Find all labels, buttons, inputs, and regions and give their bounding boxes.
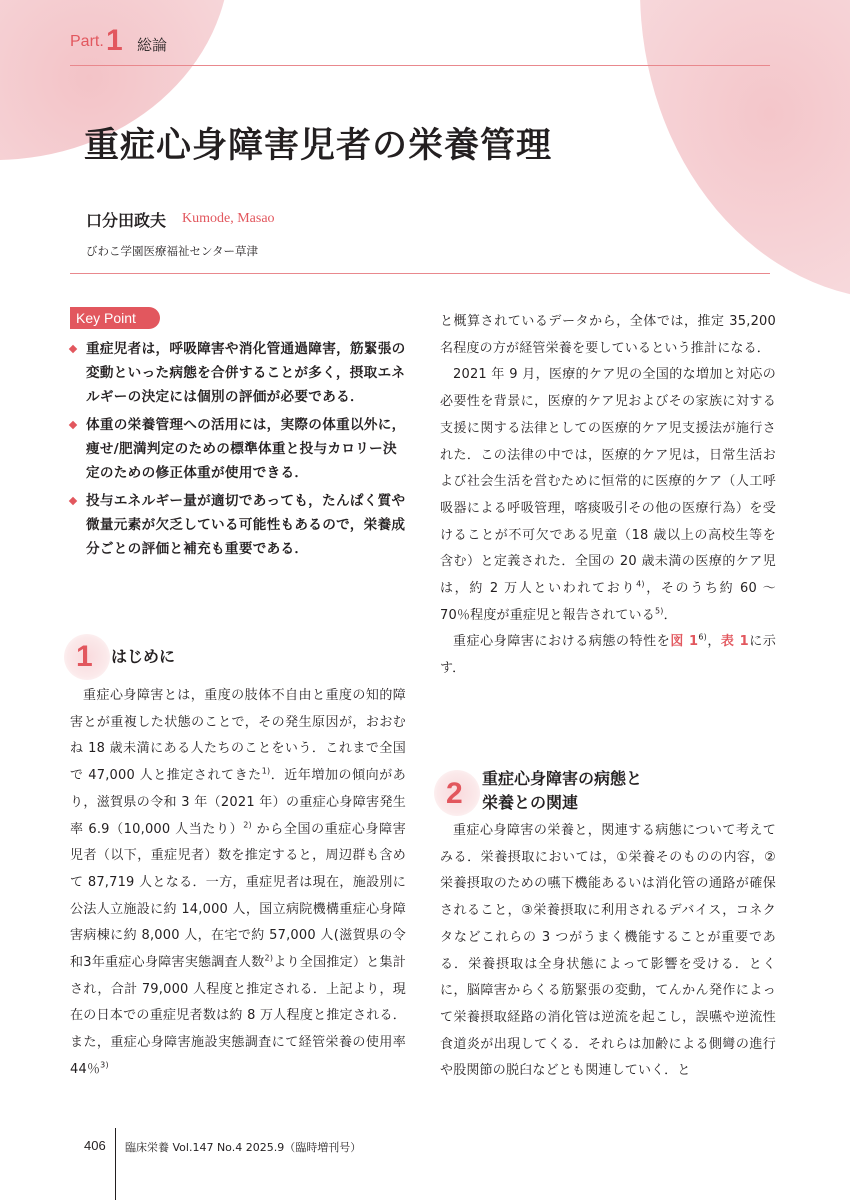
key-point-item: 重症児者は，呼吸障害や消化管通過障害，筋緊張の変動といった病態を合併することが多く，摂取エネルギーの決定には個別の評価が必要である． bbox=[70, 337, 406, 409]
section-number: 1 bbox=[76, 640, 93, 673]
author-name-roman: Kumode, Masao bbox=[182, 211, 275, 226]
paragraph: 2021 年 9 月，医療的ケア児の全国的な増加と対応の必要性を背景に，医療的ケア児およびその家族に対する支援に関する法律としての医療的ケア児支援法が施行された．この法律の中では，医療的ケア児は，日常生活および社会生活を営むために恒常的に医療的ケア（人工呼吸器による呼吸管理，喀痰吸引その他の医療行為）を受けることが不可欠である児童（18 歳以上の高校生等を含む）と定義された．全国の 20 歳未満の医療的ケア児は，約 2 万人といわれており$^{4)}$，そのうち約 60 ～ 70％程度が重症児と報告されている$^{5)}$． bbox=[440, 367, 776, 623]
citation: 2) bbox=[243, 820, 252, 830]
part-label: Part. bbox=[70, 33, 104, 50]
paragraph: 重症心身障害の栄養と，関連する病態について考えてみる．栄養摂取においては，①栄養そのものの内容，②栄養摂取のための嚥下機能あるいは消化管の通路が確保されること，③栄養摂取に利用されるデバイス，コネクタなどこれらの 3 つがうまく機能することが重要である．栄養摂取は全身状態によって影響を受ける．とくに，脳障害からくる筋緊張の変動，てんかん発作によって栄養摂取経路の消化管は逆流を起こし，誤嚥や逆流性食道炎が出現してくる．それらは加齢による側彎の進行や股関節の脱臼などとも関連していく．と bbox=[440, 823, 776, 1079]
key-point-item: 投与エネルギー量が適切であっても，たんぱく質や微量元素が欠乏している可能性もあるので，栄養成分ごとの評価と補充も重要である． bbox=[70, 489, 406, 561]
paragraph: と概算されているデータから，全体では，推定 35,200 名程度の方が経管栄養を要しているという推計になる． bbox=[440, 314, 776, 356]
section-title-line2: 栄養との関連 bbox=[482, 793, 579, 812]
author-affiliation: びわこ学園医療福祉センター草津 bbox=[86, 244, 259, 258]
citation: 4) bbox=[636, 579, 645, 589]
page-number: 406 bbox=[84, 1138, 106, 1153]
footer-divider bbox=[115, 1128, 116, 1200]
part-number: 1 bbox=[106, 24, 123, 57]
part-category: 総論 bbox=[137, 36, 168, 54]
citation: 1) bbox=[261, 766, 271, 776]
table-reference[interactable]: 表 1 bbox=[720, 634, 749, 650]
citation: 3) bbox=[100, 1060, 109, 1070]
key-point-item: 体重の栄養管理への活用には，実際の体重以外に，痩せ/肥満判定のための標準体重と投与カロリー決定のための修正体重が使用できる． bbox=[70, 413, 406, 485]
section-title: 重症心身障害の病態と bbox=[482, 769, 643, 788]
paragraph: 重症心身障害とは，重度の肢体不自由と重度の知的障害とが重複した状態のことで，その発生原因が，おおむね 18 歳未満にある人たちのことをいう．これまで全国で 47,000 人と推定されてきた$^{1)}$．近年増加の傾向があり，滋賀県の令和 3 年（2021 年）の重症心身障害発生率 6.9（10,000 人当たり）$^{2)}$ から全国の重症心身障害児者（以下，重症児者）数を推定すると，周辺群も含めて 87,719 人となる．一方，重症児者は現在，施設別に公法人立施設に約 14,000 人，国立病院機構重症心身障害病棟に約 8,000 人，在宅で約 57,000 人(滋賀県の令和3年重症心身障害実態調査人数$^{2)}$より全国推定）と集計され，合計 79,000 人程度と推定される．上記より，現在の日本での重症児者数は約 8 万人程度と推定される．また，重症心身障害施設実態調査にて経管栄養の使用率 44％$^{3)}$ bbox=[70, 688, 406, 1077]
citation: 6) bbox=[698, 633, 707, 643]
key-point-list bbox=[70, 337, 406, 565]
citation: 2) bbox=[264, 953, 274, 963]
header-rule bbox=[70, 65, 770, 66]
diamond-bullet-icon bbox=[69, 345, 77, 353]
body-text-right-column bbox=[440, 309, 776, 683]
diamond-bullet-icon bbox=[69, 497, 77, 505]
figure-reference[interactable]: 図 1 bbox=[670, 634, 699, 650]
author-name: 口分田政夫 bbox=[86, 211, 167, 230]
key-point-badge: Key Point bbox=[70, 307, 160, 329]
citation: 5) bbox=[654, 606, 664, 616]
section-title: はじめに bbox=[111, 647, 176, 666]
article-title: 重症心身障害児者の栄養管理 bbox=[84, 126, 553, 166]
body-text-right-column-section2 bbox=[440, 818, 776, 1085]
journal-info: 臨床栄養 Vol.147 No.4 2025.9（臨時増刊号） bbox=[125, 1141, 362, 1154]
corner-decoration-right bbox=[640, 0, 850, 300]
diamond-bullet-icon bbox=[69, 421, 77, 429]
body-text-left-column bbox=[70, 683, 406, 1084]
paragraph: 重症心身障害における病態の特性を図 1$^{6)}$，表 1に示す． bbox=[440, 633, 777, 677]
section-number: 2 bbox=[446, 777, 463, 810]
title-rule bbox=[70, 273, 770, 274]
